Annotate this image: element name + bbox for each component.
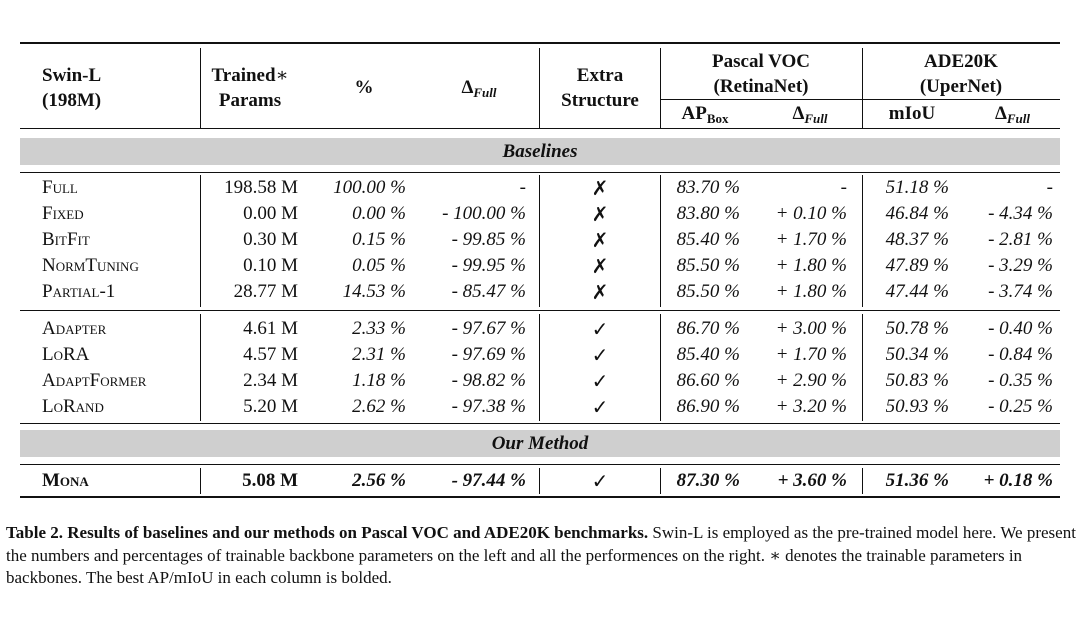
header-ap-box: $AP_{Box}$ <box>681 103 729 126</box>
cell-params: 28.77 M <box>233 281 298 302</box>
cell-extra: ✓ <box>591 369 609 393</box>
cell-extra: ✗ <box>591 254 609 278</box>
cell-params: 5.20 M <box>243 396 298 417</box>
cell-ap-delta: + 2.90 % <box>775 370 847 391</box>
cell-ap-delta: + 3.20 % <box>775 396 847 417</box>
cell-ap: 85.40 % <box>676 344 740 365</box>
cell-delta: - 97.69 % <box>451 344 526 365</box>
group-divider-rule <box>20 310 1060 311</box>
cell-extra: ✓ <box>591 395 609 419</box>
cell-pct: 2.33 % <box>352 318 406 339</box>
cell-method: Fixed <box>42 203 84 224</box>
cell-params: 5.08 M <box>242 470 298 491</box>
cell-ap: 87.30 % <box>676 470 740 491</box>
table-caption <box>6 522 1076 590</box>
cell-ap: 83.70 % <box>676 177 740 198</box>
cell-miou: 46.84 % <box>885 203 949 224</box>
cell-miou-delta: - 0.25 % <box>988 396 1053 417</box>
ours-top-rule <box>20 423 1060 424</box>
caption-text-2: denotes the trainable parameters in backbones. The best AP/mIoU in each column is bolded. <box>6 545 1023 587</box>
cell-extra: ✗ <box>591 176 609 200</box>
cell-miou: 50.78 % <box>885 318 949 339</box>
caption-label: Table 2. <box>6 523 64 542</box>
cell-ap: 85.50 % <box>676 281 740 302</box>
header-trained-params: Trained∗ Params <box>211 65 289 111</box>
cell-miou-delta: - 0.40 % <box>988 318 1053 339</box>
cell-miou-delta: - 3.74 % <box>988 281 1053 302</box>
header-bottom-rule <box>20 128 1060 129</box>
cell-miou-delta: - 0.84 % <box>988 344 1053 365</box>
cell-miou-delta: - 2.81 % <box>988 229 1053 250</box>
bottom-rule <box>20 496 1060 498</box>
cell-miou: 50.93 % <box>885 396 949 417</box>
cell-method: BitFit <box>42 229 90 250</box>
cell-ap: 83.80 % <box>676 203 740 224</box>
cell-params: 0.10 M <box>243 255 298 276</box>
cell-method: Full <box>42 177 78 198</box>
header-ade-delta-full: $\Delta_{Full}$ <box>994 103 1031 126</box>
cell-params: 2.34 M <box>243 370 298 391</box>
cell-params: 0.00 M <box>243 203 298 224</box>
cell-pct: 0.05 % <box>352 255 406 276</box>
cell-pct: 1.18 % <box>352 370 406 391</box>
cell-extra: ✗ <box>591 280 609 304</box>
cell-ap-delta: - <box>840 177 847 198</box>
cell-miou: 47.44 % <box>885 281 949 302</box>
cell-extra: ✗ <box>591 202 609 226</box>
cell-method: LoRand <box>42 396 104 417</box>
cell-miou-delta: - 3.29 % <box>988 255 1053 276</box>
cell-miou: 51.18 % <box>885 177 949 198</box>
cell-extra: ✗ <box>591 228 609 252</box>
cell-params: 198.58 M <box>224 177 298 198</box>
cell-delta: - 97.67 % <box>451 318 526 339</box>
cell-method: LoRA <box>42 344 90 365</box>
cell-delta: - 99.95 % <box>451 255 526 276</box>
cell-delta: - 97.38 % <box>451 396 526 417</box>
header-extra-structure: Extra Structure <box>561 65 639 111</box>
cell-delta: - 100.00 % <box>442 203 526 224</box>
cell-ap-delta: + 1.70 % <box>775 344 847 365</box>
cell-method: Adapter <box>42 318 107 339</box>
header-swin: Swin-L (198M) <box>42 65 102 111</box>
cell-ap: 85.50 % <box>676 255 740 276</box>
cell-delta: - 99.85 % <box>451 229 526 250</box>
ours-band-bottom-rule <box>20 464 1060 465</box>
cell-miou-delta: + 0.18 % <box>983 470 1053 491</box>
cell-delta: - 85.47 % <box>451 281 526 302</box>
cell-ap: 86.60 % <box>676 370 740 391</box>
cell-method: AdaptFormer <box>42 370 147 391</box>
cell-pct: 2.31 % <box>352 344 406 365</box>
cell-method: Mona <box>42 470 89 491</box>
cell-miou: 48.37 % <box>885 229 949 250</box>
header-miou: mIoU <box>888 103 936 124</box>
header-delta-full: $\Delta_{Full}$ <box>461 77 497 100</box>
caption-text-1: Swin-L is employed as the pre-trained model here. We present the numbers and percentages of trainable backbone parameters on the left and all the performences on the right. <box>6 523 1076 565</box>
cell-pct: 2.62 % <box>352 396 406 417</box>
cell-miou-delta: - <box>1046 177 1053 198</box>
cell-miou: 50.83 % <box>885 370 949 391</box>
cell-miou: 50.34 % <box>885 344 949 365</box>
band-bottom-rule <box>20 172 1060 173</box>
cell-params: 4.57 M <box>243 344 298 365</box>
cell-pct: 0.15 % <box>352 229 406 250</box>
cell-method: Partial-1 <box>42 281 116 302</box>
subheader-rule-voc <box>660 99 1060 100</box>
cell-pct: 100.00 % <box>333 177 406 198</box>
cell-ap-delta: + 1.80 % <box>775 281 847 302</box>
cell-params: 0.30 M <box>243 229 298 250</box>
cell-ap: 86.70 % <box>676 318 740 339</box>
caption-star: ∗ <box>769 545 781 565</box>
header-pascal-voc: Pascal VOC (RetinaNet) <box>712 51 810 97</box>
cell-ap: 85.40 % <box>676 229 740 250</box>
cell-method: NormTuning <box>42 255 139 276</box>
cell-ap-delta: + 3.60 % <box>777 470 847 491</box>
cell-extra: ✓ <box>591 469 609 493</box>
cell-miou: 47.89 % <box>885 255 949 276</box>
cell-miou-delta: - 4.34 % <box>988 203 1053 224</box>
cell-extra: ✓ <box>591 317 609 341</box>
header-voc-delta-full: $\Delta_{Full}$ <box>792 103 828 126</box>
cell-pct: 14.53 % <box>342 281 406 302</box>
cell-ap-delta: + 0.10 % <box>775 203 847 224</box>
caption-title: Results of baselines and our methods on Pascal VOC and ADE20K benchmarks. <box>67 523 649 542</box>
cell-ap: 86.90 % <box>676 396 740 417</box>
cell-ap-delta: + 1.80 % <box>775 255 847 276</box>
top-rule <box>20 42 1060 44</box>
cell-params: 4.61 M <box>243 318 298 339</box>
cell-delta: - 97.44 % <box>451 470 526 491</box>
header-ade20k: ADE20K (UperNet) <box>919 51 1003 97</box>
section-baselines: Baselines <box>502 141 578 162</box>
cell-delta: - <box>519 177 526 198</box>
cell-pct: 2.56 % <box>352 470 406 491</box>
cell-extra: ✓ <box>591 343 609 367</box>
cell-delta: - 98.82 % <box>451 370 526 391</box>
header-percent: % <box>354 77 374 98</box>
cell-miou: 51.36 % <box>885 470 949 491</box>
cell-pct: 0.00 % <box>352 203 406 224</box>
cell-ap-delta: + 3.00 % <box>775 318 847 339</box>
section-our-method: Our Method <box>491 433 589 454</box>
cell-ap-delta: + 1.70 % <box>775 229 847 250</box>
cell-miou-delta: - 0.35 % <box>988 370 1053 391</box>
